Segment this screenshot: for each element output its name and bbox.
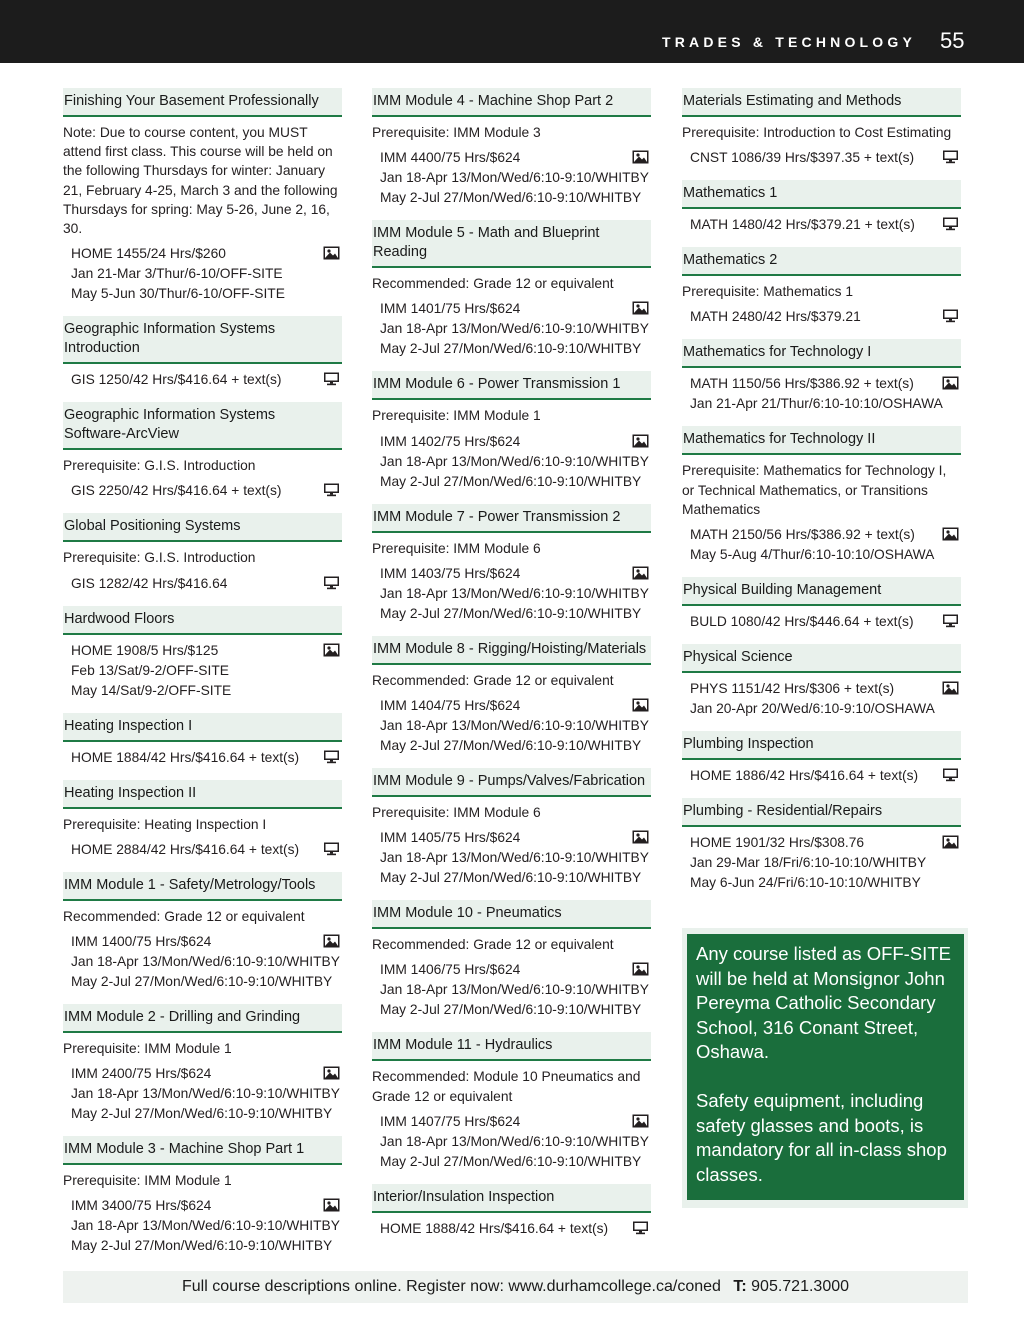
- course-note-text: Prerequisite: IMM Module 1: [63, 1173, 232, 1189]
- course-section: [372, 696, 651, 756]
- course-note-text: Prerequisite: Introduction to Cost Estimating: [682, 125, 952, 140]
- schedule-line: May 14/Sat/9-2/OFF-SITE: [71, 682, 232, 698]
- course-section: [63, 840, 342, 860]
- course-code: HOME 1908/5 Hrs/$125: [71, 642, 219, 658]
- course-code: IMM 2400/75 Hrs/$624: [71, 1066, 212, 1082]
- course-listing: [372, 768, 651, 888]
- course-title: IMM Module 7 - Power Transmission 2: [372, 504, 651, 533]
- course-listing: [63, 88, 342, 304]
- classroom-icon: [632, 566, 649, 580]
- footer-phone: 905.721.3000: [751, 1278, 850, 1295]
- course-note-text: Recommended: Grade 12 or equivalent: [372, 937, 614, 953]
- course-note-text: Recommended: Grade 12 or equivalent: [372, 276, 614, 292]
- course-title: IMM Module 8 - Rigging/Hoisting/Materials: [372, 636, 651, 665]
- course-listing: [63, 316, 342, 390]
- course-title: Global Positioning Systems: [63, 513, 342, 542]
- course-note: [372, 803, 651, 822]
- classroom-icon: [323, 246, 340, 260]
- course-title: Heating Inspection I: [63, 713, 342, 742]
- course-note: [682, 461, 961, 519]
- schedule-line: Jan 18-Apr 13/Mon/Wed/6:10-9:10/WHITBY: [71, 1218, 340, 1234]
- online-computer-icon: [942, 614, 959, 628]
- course-code: MATH 2480/42 Hrs/$379.21: [690, 309, 861, 325]
- info-box-panel: [687, 934, 964, 1200]
- classroom-icon: [632, 434, 649, 448]
- course-section: [372, 960, 651, 1020]
- course-code: HOME 1884/42 Hrs/$416.64 + text(s): [71, 749, 300, 765]
- course-code: IMM 4400/75 Hrs/$624: [380, 150, 521, 166]
- course-section: [682, 612, 961, 632]
- course-listing: [682, 577, 961, 632]
- course-listing: [372, 88, 651, 208]
- course-listing: [682, 644, 961, 719]
- schedule-line: May 2-Jul 27/Mon/Wed/6:10-9:10/WHITBY: [380, 605, 642, 621]
- course-section: [63, 932, 342, 992]
- course-code: HOME 1886/42 Hrs/$416.64 + text(s): [690, 768, 919, 784]
- course-column-2: [372, 88, 651, 1251]
- course-section: [63, 748, 342, 768]
- course-column-1: [63, 88, 342, 1268]
- course-section: [372, 564, 651, 624]
- course-note-text: Prerequisite: IMM Module 1: [372, 408, 541, 424]
- course-note-text: Prerequisite: G.I.S. Introduction: [63, 458, 256, 474]
- schedule-line: May 2-Jul 27/Mon/Wed/6:10-9:10/WHITBY: [380, 341, 642, 357]
- course-listing: [682, 731, 961, 786]
- course-section: [682, 148, 961, 168]
- course-section: [63, 244, 342, 304]
- course-title: Plumbing - Residential/Repairs: [682, 798, 961, 827]
- course-code: IMM 1400/75 Hrs/$624: [71, 934, 212, 950]
- schedule-line: Jan 20-Apr 20/Wed/6:10-9:10/OSHAWA: [690, 701, 935, 717]
- course-listing: [682, 798, 961, 893]
- schedule-line: Jan 18-Apr 13/Mon/Wed/6:10-9:10/WHITBY: [380, 718, 649, 734]
- course-title: IMM Module 10 - Pneumatics: [372, 900, 651, 929]
- course-section: [372, 432, 651, 492]
- course-note-text: Prerequisite: Heating Inspection I: [63, 816, 267, 832]
- classroom-icon: [632, 1114, 649, 1128]
- course-code: MATH 1150/56 Hrs/$386.92 + text(s): [690, 376, 914, 392]
- course-title: IMM Module 1 - Safety/Metrology/Tools: [63, 872, 342, 901]
- course-note-text: Prerequisite: IMM Module 6: [372, 540, 541, 556]
- info-box-safety-text: Safety equipment, including safety glasses and boots, is mandatory for all in-class shop classes.: [696, 1089, 947, 1185]
- course-section: [63, 1196, 342, 1256]
- schedule-line: Feb 13/Sat/9-2/OFF-SITE: [71, 662, 229, 678]
- page-header-bar: [0, 0, 1024, 63]
- course-note-text: Prerequisite: IMM Module 6: [372, 805, 541, 821]
- classroom-icon: [632, 301, 649, 315]
- course-code: IMM 1407/75 Hrs/$624: [380, 1113, 521, 1129]
- course-note: [63, 1171, 342, 1190]
- classroom-icon: [942, 681, 959, 695]
- course-note: [63, 123, 342, 238]
- course-title: Physical Building Management: [682, 577, 961, 606]
- course-listing: [63, 1136, 342, 1256]
- course-code: HOME 1455/24 Hrs/$260: [71, 246, 226, 262]
- course-section: [63, 574, 342, 594]
- course-section: [372, 1112, 651, 1172]
- course-listing: [372, 900, 651, 1020]
- course-note-text: Recommended: Grade 12 or equivalent: [63, 908, 305, 924]
- course-code: GIS 1250/42 Hrs/$416.64 + text(s): [71, 372, 282, 388]
- course-title: Geographic Information Systems Introduction: [63, 316, 342, 364]
- schedule-line: Jan 18-Apr 13/Mon/Wed/6:10-9:10/WHITBY: [71, 954, 340, 970]
- course-listing: [63, 872, 342, 992]
- course-note: [63, 815, 342, 834]
- online-computer-icon: [323, 576, 340, 590]
- schedule-line: Jan 18-Apr 13/Mon/Wed/6:10-9:10/WHITBY: [380, 1133, 649, 1149]
- course-title: IMM Module 4 - Machine Shop Part 2: [372, 88, 651, 117]
- course-code: IMM 1405/75 Hrs/$624: [380, 830, 521, 846]
- schedule-line: Jan 21-Mar 3/Thur/6-10/OFF-SITE: [71, 266, 283, 282]
- course-section: [682, 766, 961, 786]
- course-title: Hardwood Floors: [63, 606, 342, 635]
- course-note: [372, 671, 651, 690]
- schedule-line: Jan 18-Apr 13/Mon/Wed/6:10-9:10/WHITBY: [380, 453, 649, 469]
- online-computer-icon: [632, 1221, 649, 1235]
- course-title: Heating Inspection II: [63, 780, 342, 809]
- course-note: [372, 274, 651, 293]
- online-computer-icon: [323, 750, 340, 764]
- info-box-off-site-text: Any course listed as OFF-SITE will be held at Monsignor John Pereyma Catholic Secondary School, 316 Conant Street, Oshawa.: [696, 943, 951, 1063]
- schedule-line: May 2-Jul 27/Mon/Wed/6:10-9:10/WHITBY: [380, 473, 642, 489]
- course-listing: [63, 1004, 342, 1124]
- schedule-line: Jan 18-Apr 13/Mon/Wed/6:10-9:10/WHITBY: [380, 982, 649, 998]
- course-section: [682, 833, 961, 893]
- schedule-line: May 2-Jul 27/Mon/Wed/6:10-9:10/WHITBY: [71, 1106, 333, 1122]
- note-label: Note: [63, 125, 93, 140]
- course-title: Geographic Information Systems Software-ArcView: [63, 402, 342, 450]
- course-title: IMM Module 2 - Drilling and Grinding: [63, 1004, 342, 1033]
- classroom-icon: [632, 150, 649, 164]
- course-section: [63, 481, 342, 501]
- course-listing: [372, 504, 651, 624]
- course-section: [372, 148, 651, 208]
- course-section: [372, 299, 651, 359]
- course-code: CNST 1086/39 Hrs/$397.35 + text(s): [690, 150, 915, 166]
- course-note: [63, 1039, 342, 1058]
- course-section: [682, 679, 961, 719]
- off-site-info-box: [682, 928, 968, 1208]
- course-note-text: : Due to course content, you MUST attend first class. This course will be held on the following Thursdays for winter: January 21, February 4-25, March 3 and the following Thursdays for spring: May 5-26, June 2, 16, 30.: [63, 125, 338, 237]
- course-listing: [63, 780, 342, 860]
- course-title: IMM Module 11 - Hydraulics: [372, 1032, 651, 1061]
- course-listing: [682, 247, 961, 327]
- course-code: MATH 2150/56 Hrs/$386.92 + text(s): [690, 527, 915, 543]
- course-code: MATH 1480/42 Hrs/$379.21 + text(s): [690, 217, 915, 233]
- course-title: Physical Science: [682, 644, 961, 673]
- course-note: [372, 935, 651, 954]
- course-code: BULD 1080/42 Hrs/$446.64 + text(s): [690, 614, 914, 630]
- course-code: IMM 1404/75 Hrs/$624: [380, 698, 521, 714]
- course-code: HOME 2884/42 Hrs/$416.64 + text(s): [71, 841, 300, 857]
- course-code: GIS 1282/42 Hrs/$416.64: [71, 575, 228, 591]
- course-note: [682, 123, 961, 142]
- course-section: [372, 1219, 651, 1239]
- schedule-line: May 5-Jun 30/Thur/6-10/OFF-SITE: [71, 286, 285, 302]
- schedule-line: May 2-Jul 27/Mon/Wed/6:10-9:10/WHITBY: [380, 190, 642, 206]
- course-listing: [682, 180, 961, 235]
- page-number: 55: [940, 28, 965, 53]
- course-listing: [372, 220, 651, 359]
- course-title: Plumbing Inspection: [682, 731, 961, 760]
- classroom-icon: [632, 962, 649, 976]
- course-note: [63, 456, 342, 475]
- online-computer-icon: [323, 483, 340, 497]
- schedule-line: May 2-Jul 27/Mon/Wed/6:10-9:10/WHITBY: [71, 1238, 333, 1254]
- classroom-icon: [632, 830, 649, 844]
- classroom-icon: [942, 527, 959, 541]
- course-code: IMM 1402/75 Hrs/$624: [380, 433, 521, 449]
- course-note: [372, 539, 651, 558]
- classroom-icon: [323, 934, 340, 948]
- schedule-line: Jan 21-Apr 21/Thur/6:10-10:10/OSHAWA: [690, 396, 943, 412]
- course-title: Materials Estimating and Methods: [682, 88, 961, 117]
- footer-text: Full course descriptions online. Register now: www.durhamcollege.ca/coned: [181, 1278, 721, 1295]
- course-listing: [63, 713, 342, 768]
- course-title: Interior/Insulation Inspection: [372, 1184, 651, 1213]
- course-title: IMM Module 3 - Machine Shop Part 1: [63, 1136, 342, 1165]
- schedule-line: May 6-Jun 24/Fri/6:10-10:10/WHITBY: [690, 875, 921, 891]
- course-listing: [372, 1032, 651, 1171]
- schedule-line: May 2-Jul 27/Mon/Wed/6:10-9:10/WHITBY: [380, 1153, 642, 1169]
- course-code: HOME 1888/42 Hrs/$416.64 + text(s): [380, 1220, 609, 1236]
- course-code: IMM 1406/75 Hrs/$624: [380, 962, 521, 978]
- course-code: IMM 1401/75 Hrs/$624: [380, 301, 521, 317]
- footer-phone-label: T:: [733, 1278, 747, 1295]
- schedule-line: Jan 18-Apr 13/Mon/Wed/6:10-9:10/WHITBY: [71, 1086, 340, 1102]
- online-computer-icon: [942, 217, 959, 231]
- classroom-icon: [323, 1066, 340, 1080]
- course-note-text: Prerequisite: IMM Module 1: [63, 1041, 232, 1057]
- course-listing: [372, 1184, 651, 1239]
- classroom-icon: [323, 643, 340, 657]
- schedule-line: Jan 29-Mar 18/Fri/6:10-10:10/WHITBY: [690, 855, 927, 871]
- course-note-text: Recommended: Module 10 Pneumatics and Grade 12 or equivalent: [372, 1069, 641, 1104]
- course-title: Finishing Your Basement Professionally: [63, 88, 342, 117]
- course-note: [372, 406, 651, 425]
- course-section: [372, 828, 651, 888]
- schedule-line: Jan 18-Apr 13/Mon/Wed/6:10-9:10/WHITBY: [380, 321, 649, 337]
- classroom-icon: [942, 376, 959, 390]
- course-title: IMM Module 5 - Math and Blueprint Reading: [372, 220, 651, 268]
- schedule-line: Jan 18-Apr 13/Mon/Wed/6:10-9:10/WHITBY: [380, 850, 649, 866]
- course-listing: [682, 339, 961, 414]
- course-listing: [372, 636, 651, 756]
- course-note: [372, 1067, 651, 1105]
- course-code: IMM 1403/75 Hrs/$624: [380, 565, 521, 581]
- schedule-line: May 2-Jul 27/Mon/Wed/6:10-9:10/WHITBY: [71, 974, 333, 990]
- online-computer-icon: [942, 309, 959, 323]
- course-note: [372, 123, 651, 142]
- schedule-line: May 2-Jul 27/Mon/Wed/6:10-9:10/WHITBY: [380, 1002, 642, 1018]
- course-note-text: Recommended: Grade 12 or equivalent: [372, 672, 614, 688]
- course-section: [682, 525, 961, 565]
- online-computer-icon: [942, 150, 959, 164]
- course-section: [682, 307, 961, 327]
- course-section: [682, 215, 961, 235]
- course-title: Mathematics for Technology II: [682, 426, 961, 455]
- section-title: TRADES & TECHNOLOGY: [661, 34, 916, 50]
- course-note: [63, 907, 342, 926]
- course-listing: [63, 606, 342, 701]
- online-computer-icon: [323, 842, 340, 856]
- course-listing: [682, 426, 961, 565]
- course-section: [682, 374, 961, 414]
- course-note-text: Prerequisite: G.I.S. Introduction: [63, 550, 256, 566]
- course-title: Mathematics 1: [682, 180, 961, 209]
- online-computer-icon: [942, 768, 959, 782]
- schedule-line: Jan 18-Apr 13/Mon/Wed/6:10-9:10/WHITBY: [380, 170, 649, 186]
- course-listing: [682, 88, 961, 168]
- course-note: [63, 548, 342, 567]
- course-note-text: Prerequisite: IMM Module 3: [372, 125, 541, 140]
- course-title: IMM Module 9 - Pumps/Valves/Fabrication: [372, 768, 651, 797]
- schedule-line: May 2-Jul 27/Mon/Wed/6:10-9:10/WHITBY: [380, 738, 642, 754]
- schedule-line: May 2-Jul 27/Mon/Wed/6:10-9:10/WHITBY: [380, 870, 642, 886]
- course-code: PHYS 1151/42 Hrs/$306 + text(s): [690, 681, 895, 697]
- course-title: Mathematics for Technology I: [682, 339, 961, 368]
- online-computer-icon: [323, 372, 340, 386]
- course-section: [63, 641, 342, 701]
- course-code: IMM 3400/75 Hrs/$624: [71, 1198, 212, 1214]
- course-code: GIS 2250/42 Hrs/$416.64 + text(s): [71, 483, 282, 499]
- course-section: [63, 1064, 342, 1124]
- schedule-line: May 5-Aug 4/Thur/6:10-10:10/OSHAWA: [690, 547, 935, 563]
- page-footer: [63, 1271, 968, 1303]
- classroom-icon: [942, 835, 959, 849]
- course-title: Mathematics 2: [682, 247, 961, 276]
- course-note-text: Prerequisite: Mathematics 1: [682, 284, 853, 300]
- course-listing: [63, 513, 342, 593]
- course-title: IMM Module 6 - Power Transmission 1: [372, 371, 651, 400]
- classroom-icon: [323, 1198, 340, 1212]
- course-code: HOME 1901/32 Hrs/$308.76: [690, 835, 865, 851]
- course-note-text: Prerequisite: Mathematics for Technology I, or Technical Mathematics, or Transitions Mathematics: [682, 463, 947, 517]
- classroom-icon: [632, 698, 649, 712]
- course-listing: [63, 402, 342, 501]
- course-note: [682, 282, 961, 301]
- course-column-3: [682, 88, 961, 905]
- course-listing: [372, 371, 651, 491]
- schedule-line: Jan 18-Apr 13/Mon/Wed/6:10-9:10/WHITBY: [380, 585, 649, 601]
- course-section: [63, 370, 342, 390]
